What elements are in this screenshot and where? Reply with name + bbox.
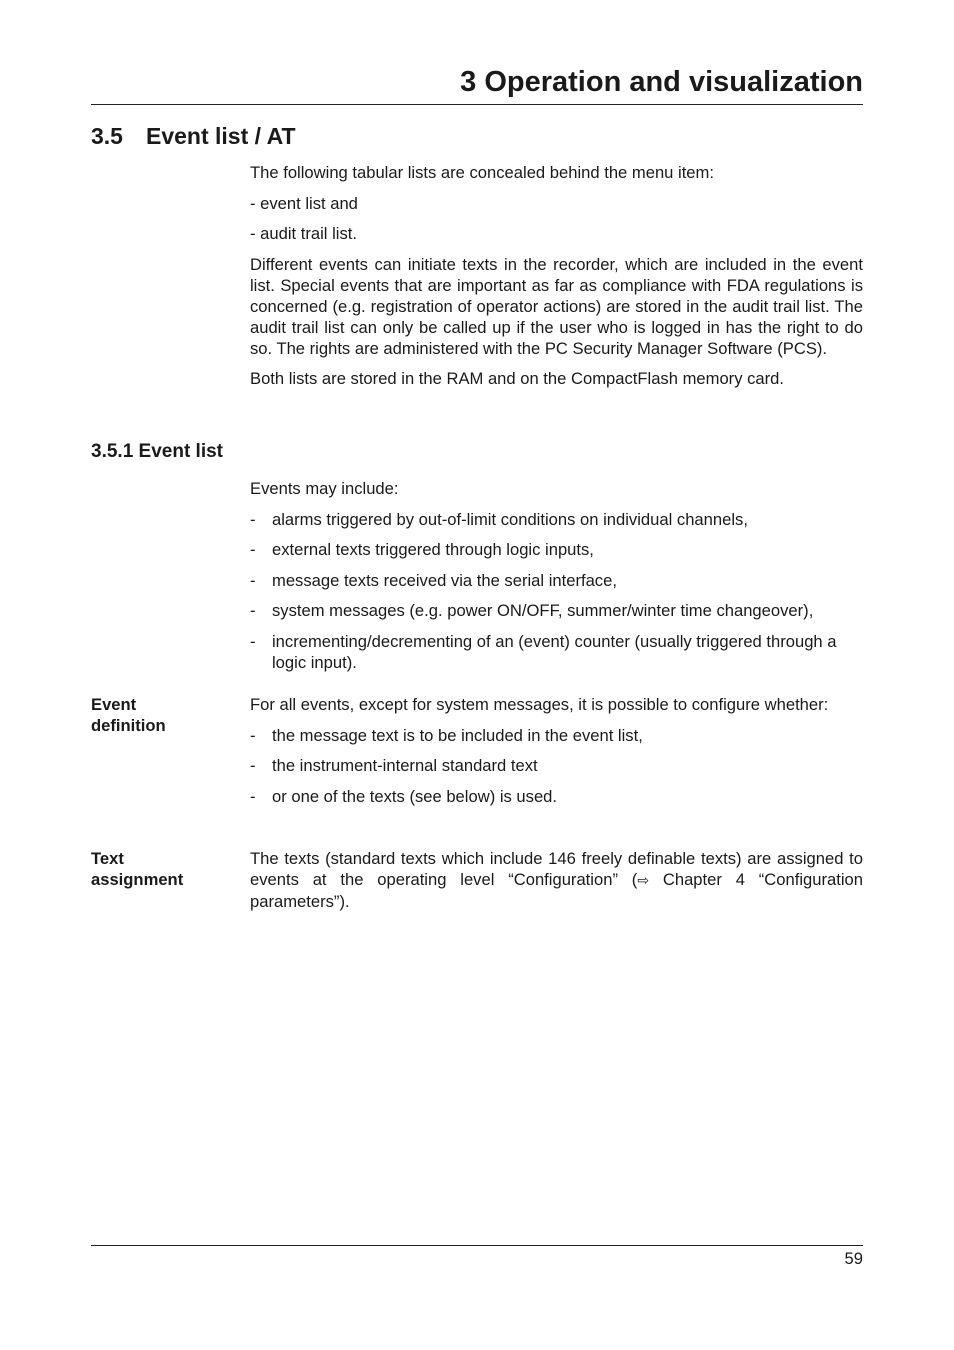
list-item: - event list and: [250, 193, 358, 213]
event-definition-label: [91, 694, 241, 736]
dash-bullet: -: [250, 756, 256, 775]
event-definition-text: For all events, except for system messages, it is possible to configure whether:: [250, 695, 829, 714]
list-item-text: the instrument-internal standard text: [272, 756, 538, 775]
text-assignment-text-before: The texts (standard texts which include 146 freely definable texts) are assigned to events at the operating level “Configuration” (: [250, 849, 863, 889]
list-item-text: alarms triggered by out-of-limit conditions on individual channels,: [272, 509, 748, 529]
list-item: [250, 539, 863, 560]
section-title: Event list / AT: [146, 123, 296, 149]
subsection-heading: 3.5.1 Event list: [91, 441, 224, 462]
subsection-body: [250, 478, 863, 682]
label-line: definition: [91, 716, 166, 735]
text-assignment-text-after: Chapter 4 “Configuration parameters”).: [250, 870, 863, 911]
label-line: Event: [91, 695, 137, 714]
list-item-text: or one of the texts (see below) is used.: [272, 786, 558, 806]
page-number: 59: [844, 1249, 863, 1268]
footer-rule: [91, 1245, 863, 1246]
section-number: 3.5: [91, 123, 123, 149]
dash-bullet: -: [250, 540, 256, 559]
section-heading: [91, 123, 296, 150]
dash-bullet: -: [250, 570, 256, 590]
list-item: [250, 725, 863, 746]
text-assignment-text: [250, 848, 863, 912]
header-rule: [91, 104, 863, 105]
dash-bullet: -: [250, 509, 256, 529]
text-assignment-label: [91, 848, 241, 890]
chapter-title: 3 Operation and visualization: [460, 66, 863, 98]
list-item-text: the message text is to be included in the event list,: [272, 725, 643, 745]
dash-bullet: -: [250, 631, 256, 651]
list-item: [250, 570, 863, 591]
list-item: - audit trail list.: [250, 224, 357, 243]
subsection-intro: Events may include:: [250, 479, 399, 498]
label-line: assignment: [91, 870, 184, 889]
list-item-text: system messages (e.g. power ON/OFF, summer/winter time changeover),: [272, 601, 814, 620]
section-body: [250, 162, 863, 399]
list-item: [250, 755, 863, 776]
list-item-text: external texts triggered through logic inputs,: [272, 540, 594, 559]
list-item-text: incrementing/decrementing of an (event) counter (usually triggered through a logic input).: [272, 631, 837, 672]
section-paragraph: Both lists are stored in the RAM and on the CompactFlash memory card.: [250, 369, 784, 388]
event-definition-body: [250, 694, 863, 816]
list-item-text: message texts received via the serial interface,: [272, 570, 617, 590]
list-item: [250, 509, 863, 530]
list-item: [250, 631, 863, 673]
dash-bullet: -: [250, 786, 256, 806]
dash-bullet: -: [250, 725, 256, 745]
label-line: Text: [91, 849, 124, 868]
arrow-right-icon: ⇨: [637, 872, 650, 888]
dash-bullet: -: [250, 601, 256, 620]
section-intro: The following tabular lists are concealed behind the menu item:: [250, 163, 714, 182]
list-item: [250, 600, 863, 621]
section-paragraph: Different events can initiate texts in the recorder, which are included in the event list. Special events that are important as far as compliance with FDA regulations is concerned (e.g. registration of operator actions) are stored in the audit trail list. The audit trail list can only be called up if the user who is logged in has the right to do so. The rights are administered with the PC Security Manager Software (PCS).: [250, 254, 863, 358]
list-item: [250, 786, 863, 807]
text-assignment-body: [250, 848, 863, 922]
